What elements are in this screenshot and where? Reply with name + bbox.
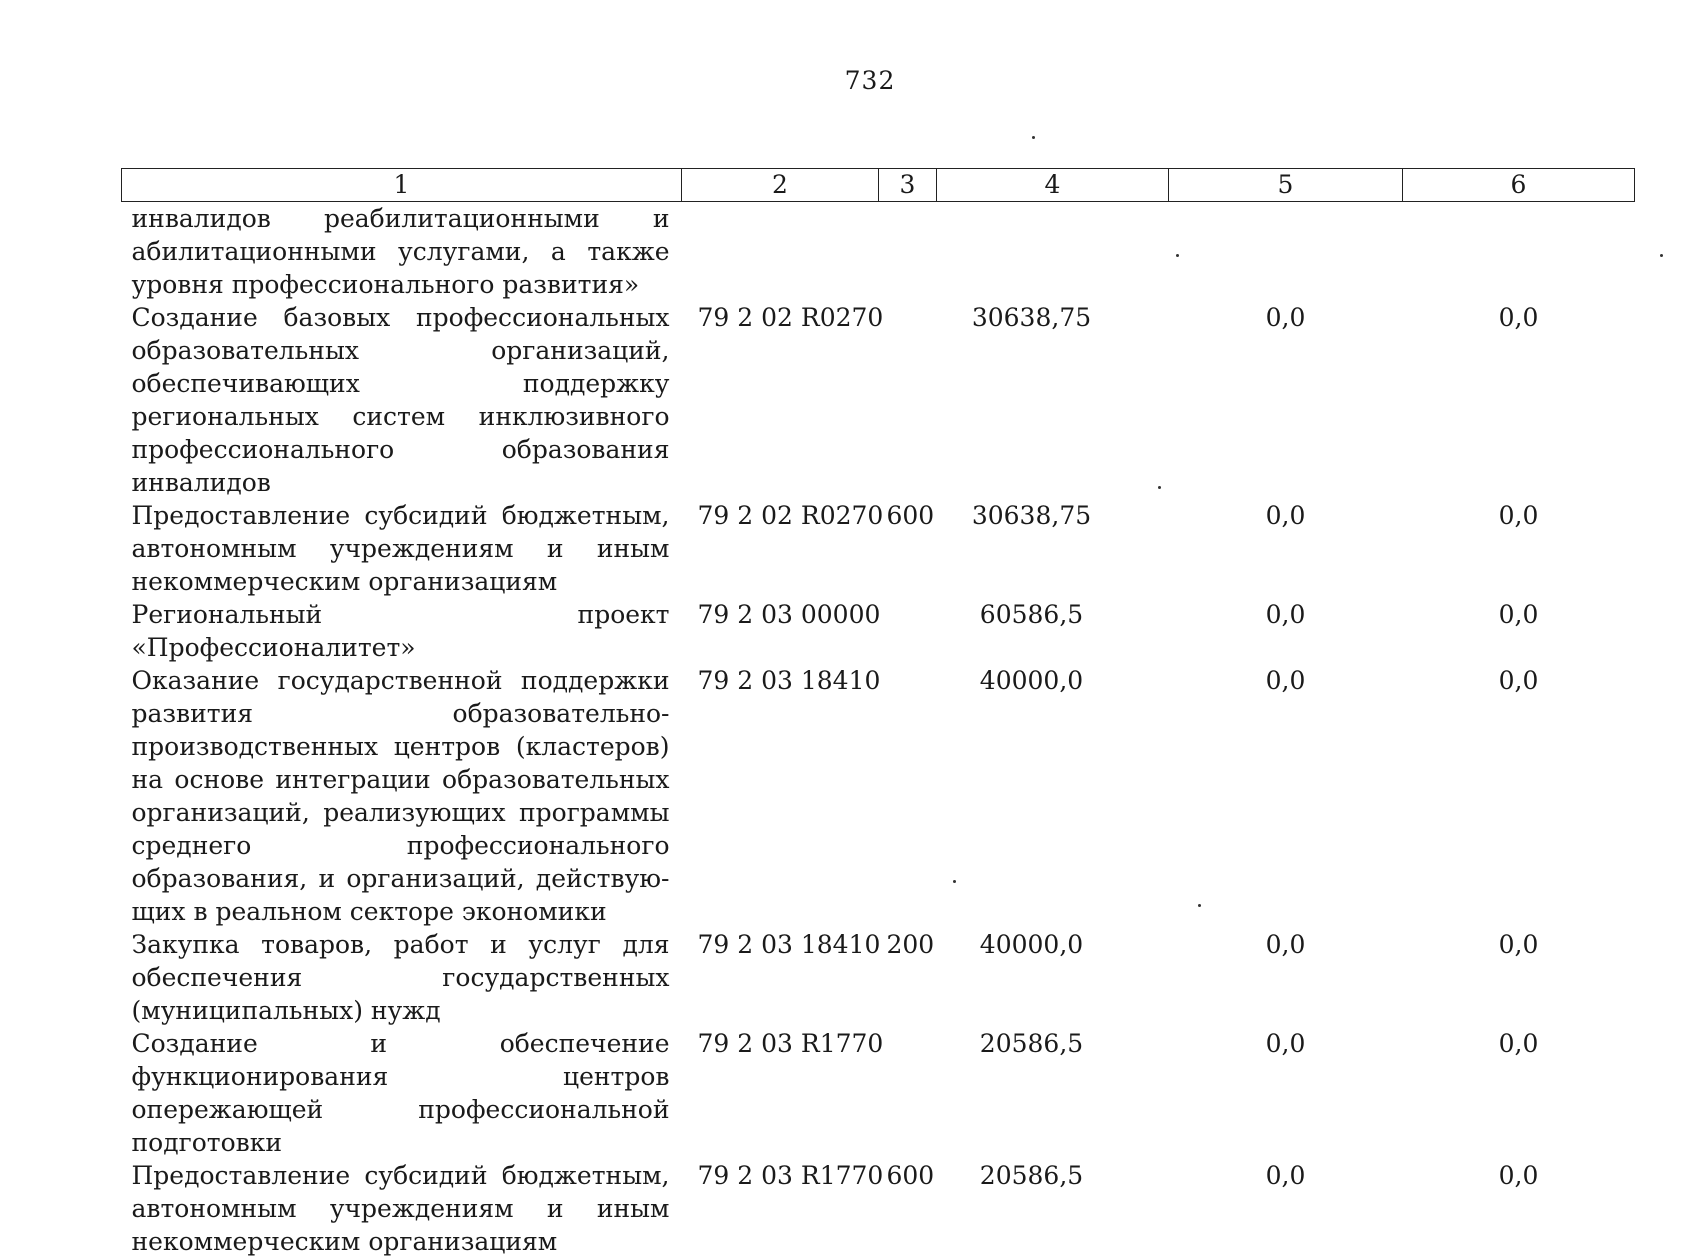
header-col-3: 3 xyxy=(879,169,937,202)
header-col-1: 1 xyxy=(122,169,682,202)
row-value-5: 0,0 xyxy=(1169,1159,1403,1258)
row-kvr xyxy=(879,202,937,302)
row-value-5: 0,0 xyxy=(1169,301,1403,499)
row-name: инвалидов реабилитационными и абилитационными услугами, а также уровня профессионального развития» xyxy=(122,202,682,302)
header-col-6: 6 xyxy=(1403,169,1635,202)
header-col-5: 5 xyxy=(1169,169,1403,202)
row-code: 79 2 03 R1770 xyxy=(682,1159,879,1258)
table-row xyxy=(122,202,1635,302)
row-value-4: 40000,0 xyxy=(937,928,1169,1027)
row-value-4: 40000,0 xyxy=(937,664,1169,928)
row-value-5: 0,0 xyxy=(1169,499,1403,598)
row-kvr: 600 xyxy=(879,1159,937,1258)
row-name: Региональный проект «Профессионалитет» xyxy=(122,598,682,664)
table-header xyxy=(122,169,1635,202)
row-value-4 xyxy=(937,202,1169,302)
row-value-4: 20586,5 xyxy=(937,1159,1169,1258)
row-name: Предоставление субсидий бюджетным, автономным учреждениям и иным некоммерческим организациям xyxy=(122,499,682,598)
row-code: 79 2 02 R0270 xyxy=(682,499,879,598)
row-value-5: 0,0 xyxy=(1169,928,1403,1027)
row-value-6: 0,0 xyxy=(1403,598,1635,664)
row-kvr xyxy=(879,301,937,499)
table-row xyxy=(122,499,1635,598)
table-row xyxy=(122,928,1635,1027)
row-kvr xyxy=(879,598,937,664)
scan-speck xyxy=(1032,136,1035,139)
row-value-5: 0,0 xyxy=(1169,598,1403,664)
row-value-4: 20586,5 xyxy=(937,1027,1169,1159)
row-value-6: 0,0 xyxy=(1403,499,1635,598)
scan-speck xyxy=(1660,254,1663,257)
budget-table xyxy=(121,168,1635,1258)
row-value-6: 0,0 xyxy=(1403,664,1635,928)
header-col-4: 4 xyxy=(937,169,1169,202)
row-name: Создание базовых профессиональных образовательных организаций, обеспечивающих поддержку региональных систем инклюзивного профессионального образования инвалидов xyxy=(122,301,682,499)
row-name: Оказание государственной поддержки развития образовательно-производственных центров (кластеров) на основе интеграции образовательных организаций, реализующих программы среднего профессионального образования, и организаций, действующих в реальном секторе экономики xyxy=(122,664,682,928)
row-code: 79 2 03 18410 xyxy=(682,664,879,928)
row-value-5: 0,0 xyxy=(1169,664,1403,928)
row-value-6: 0,0 xyxy=(1403,1159,1635,1258)
table-body xyxy=(122,202,1635,1258)
row-value-6: 0,0 xyxy=(1403,928,1635,1027)
table-row xyxy=(122,1027,1635,1159)
row-value-6 xyxy=(1403,202,1635,302)
row-code xyxy=(682,202,879,302)
table-row xyxy=(122,1159,1635,1258)
row-value-4: 30638,75 xyxy=(937,301,1169,499)
row-kvr xyxy=(879,1027,937,1159)
header-row xyxy=(122,169,1635,202)
table-row xyxy=(122,664,1635,928)
row-kvr: 600 xyxy=(879,499,937,598)
row-code: 79 2 03 18410 xyxy=(682,928,879,1027)
row-code: 79 2 03 00000 xyxy=(682,598,879,664)
header-col-2: 2 xyxy=(682,169,879,202)
row-kvr xyxy=(879,664,937,928)
table-row xyxy=(122,301,1635,499)
row-code: 79 2 03 R1770 xyxy=(682,1027,879,1159)
row-code: 79 2 02 R0270 xyxy=(682,301,879,499)
table-row xyxy=(122,598,1635,664)
row-kvr: 200 xyxy=(879,928,937,1027)
row-name: Создание и обеспечение функционирования центров опережающей профессиональной подготовки xyxy=(122,1027,682,1159)
row-name: Закупка товаров, работ и услуг для обеспечения государственных (муниципальных) нужд xyxy=(122,928,682,1027)
row-value-5 xyxy=(1169,202,1403,302)
row-value-5: 0,0 xyxy=(1169,1027,1403,1159)
row-value-4: 60586,5 xyxy=(937,598,1169,664)
row-name: Предоставление субсидий бюджетным, автономным учреждениям и иным некоммерческим организациям xyxy=(122,1159,682,1258)
row-value-4: 30638,75 xyxy=(937,499,1169,598)
page-number: 732 xyxy=(0,66,1703,95)
row-value-6: 0,0 xyxy=(1403,301,1635,499)
row-value-6: 0,0 xyxy=(1403,1027,1635,1159)
